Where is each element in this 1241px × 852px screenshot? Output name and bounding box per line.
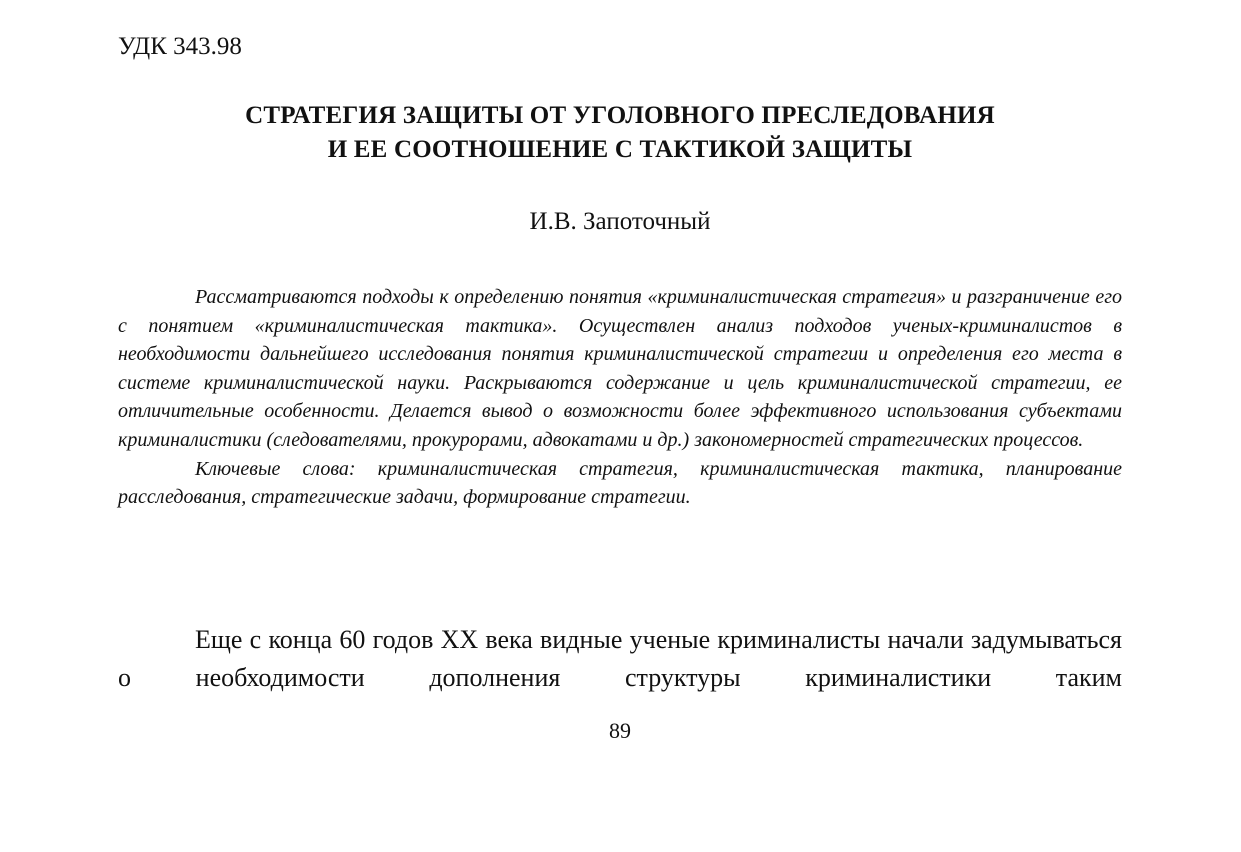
udk-code: УДК 343.98 <box>118 33 242 60</box>
body-paragraph: Еще с конца 60 годов XX века видные ученые криминалисты начали задумываться о необходимости дополнения структуры криминалистики таким <box>118 625 1122 692</box>
article-title-line: И ЕЕ СООТНОШЕНИЕ С ТАКТИКОЙ ЗАЩИТЫ <box>327 136 913 163</box>
page-number: 89 <box>609 718 631 743</box>
author-name: И.В. Запоточный <box>529 208 711 235</box>
abstract-text: Рассматриваются подходы к определению понятия «криминалистическая стратегия» и разграничение его с понятием «криминалистическая тактика». Осуществлен анализ подходов ученых-криминалистов в необходимости дальнейшего исследования понятия криминалистической стратегии и определения его места в системе криминалистической науки. Раскрываются содержание и цель криминалистической стратегии, ее отличительные особенности. Делается вывод о возможности более эффективного использования субъектами криминалистики (следователями, прокурорами, адвокатами и др.) закономерностей стратегических процессов. <box>118 286 1122 451</box>
keywords-text: Ключевые слова: криминалистическая стратегия, криминалистическая тактика, планирование расследования, стратегические задачи, формирование стратегии. <box>118 457 1122 509</box>
abstract-block <box>118 283 1122 512</box>
article-title <box>118 99 1122 167</box>
article-title-line: СТРАТЕГИЯ ЗАЩИТЫ ОТ УГОЛОВНОГО ПРЕСЛЕДОВАНИЯ <box>245 102 995 129</box>
